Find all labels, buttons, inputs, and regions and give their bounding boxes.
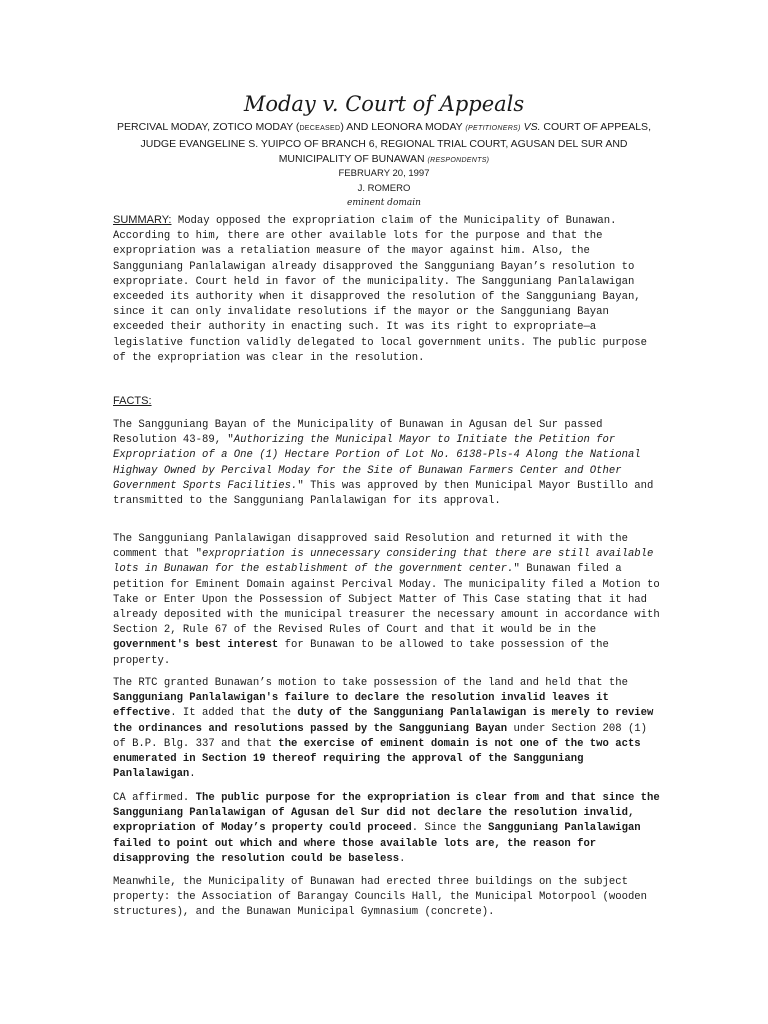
versus-label: VS. [520,121,541,133]
resolution-title: Authorizing the Municipal Mayor to Initiate the Petition for Expropriation of a One (1) Hectare Portion of Lot No. 6138-Pls-4 Along the National Highway Owned by Percival Moday for the Site of Bunawan Farmers Center and Other Government Sports Facilities. [113,434,641,492]
case-title: Moday v. Court of Appeals [243,92,525,116]
facts-p4-text-end: . [399,852,406,865]
best-interest-bold: government's best interest [113,639,279,652]
topic-label: eminent domain [347,198,421,208]
sp-comment-quote: expropriation is unnecessary considering that there are still available lots in Bunawan for the establishment of the government center. [113,548,654,576]
facts-paragraph-5 [113,875,661,921]
summary-paragraph [113,213,661,366]
ca-holding-bold: The public purpose for the expropriation is clear from and that since the Sangguniang Panlalawigan of Agusan del Sur did not declare the resolution invalid, expropriation of Moday’s property could proceed [113,792,660,835]
parties-text-2: ) AND LEONORA MODAY [340,121,466,133]
facts-paragraph-2 [113,532,661,669]
baseless-reason-bold: Sangguniang Panlalawigan failed to point out which and where those available lots are, the reason for disapproving the resolution could be baseless [113,822,641,865]
eminent-domain-bold: the exercise of eminent domain is not one of the two acts enumerated in Section 19 thereof requiring the approval of the Sangguniang Panlalawigan [113,737,641,781]
facts-heading-block [113,394,661,410]
facts-p3-text: The RTC granted Bunawan’s motion to take possession of the land and held that the [113,677,628,689]
facts-p5-text: Meanwhile, the Municipality of Bunawan had erected three buildings on the subject property: the Association of Barangay Councils Hall, the Municipal Motorpool (wooden structures), and the Bunawan Municipal Gymnasium (concrete). [113,876,648,919]
summary-heading: SUMMARY: [113,214,172,226]
facts-p4-text-2: . Since the [411,822,489,835]
sp-duty-bold: duty of the Sangguniang Panlalawigan is merely to review the ordinances and resolutions passed by the Sangguniang Bayan [113,707,654,735]
decision-date: FEBRUARY 20, 1997 [338,168,430,179]
facts-p3-text-3: under Section 208 (1) of B.P. Blg. 337 and that [113,722,648,750]
facts-p1-text-end: " This was approved by then Municipal Mayor Bustillo and transmitted to the Sangguniang Panlalawigan for its approval. [113,479,654,508]
facts-p2-text: The Sangguniang Panlalawigan disapproved said Resolution and returned it with the comment that " [113,533,628,561]
parties-text-3: COURT OF APPEALS, JUDGE EVANGELINE S. YUIPCO OF BRANCH 6, REGIONAL TRIAL COURT, AGUSAN DEL SUR AND MUNICIPALITY OF BUNAWAN [140,121,651,165]
facts-paragraph-1 [113,418,661,509]
facts-paragraph-4 [113,791,661,867]
summary-text: Moday opposed the expropriation claim of the Municipality of Bunawan. According to him, there are other available lots for the purpose and that the expropriation was a retaliation measure of the mayor against him. Also, the Sangguniang Panlalawigan already disapproved the Sangguniang Bayan’s resolution to expropriate. Court held in favor of the municipality. The Sangguniang Panlalawigan exceeded its authority when it disapproved the resolution of the Sangguniang Bayan, since it can only invalidate resolutions if the mayor or the Sangguniang Bayan exceeded their authority in enacting such. It was its right to expropriate—a legislative function validly delegated to local government units. The public purpose of the expropriation was clear in the resolution. [113,215,648,364]
facts-heading: FACTS: [113,395,152,407]
case-parties [110,120,658,169]
deceased-label: DECEASED [299,125,341,132]
parties-text-1: PERCIVAL MODAY, ZOTICO MODAY ( [117,121,300,133]
respondents-label: (RESPONDENTS) [427,157,490,164]
facts-p1-text: The Sangguniang Bayan of the Municipality of Bunawan in Agusan del Sur passed Resolution 43-89, " [113,419,603,447]
ponente: J. ROMERO [357,183,411,194]
facts-paragraph-3 [113,676,661,782]
facts-p2-text-end: for Bunawan to be allowed to take possession of the property. [113,639,609,667]
summary-section [113,213,661,366]
facts-p3-text-end: . [189,768,196,781]
facts-p2-text-mid: " Bunawan filed a petition for Eminent Domain against Percival Moday. The municipality filed a Motion to Take or Enter Upon the Possession of Subject Matter of This Case stating that it had already deposited with the municipal treasurer the necessary amount in accordance with Section 2, Rule 67 of the Revised Rules of Court and that it would be in the [113,563,660,637]
petitioners-label: (PETITIONERS) [465,125,521,132]
rtc-holding-bold: Sangguniang Panlalawigan's failure to declare the resolution invalid leaves it effective [113,692,609,720]
facts-p3-text-2: . It added that the [170,707,298,720]
facts-p4-text: CA affirmed. [113,792,196,804]
